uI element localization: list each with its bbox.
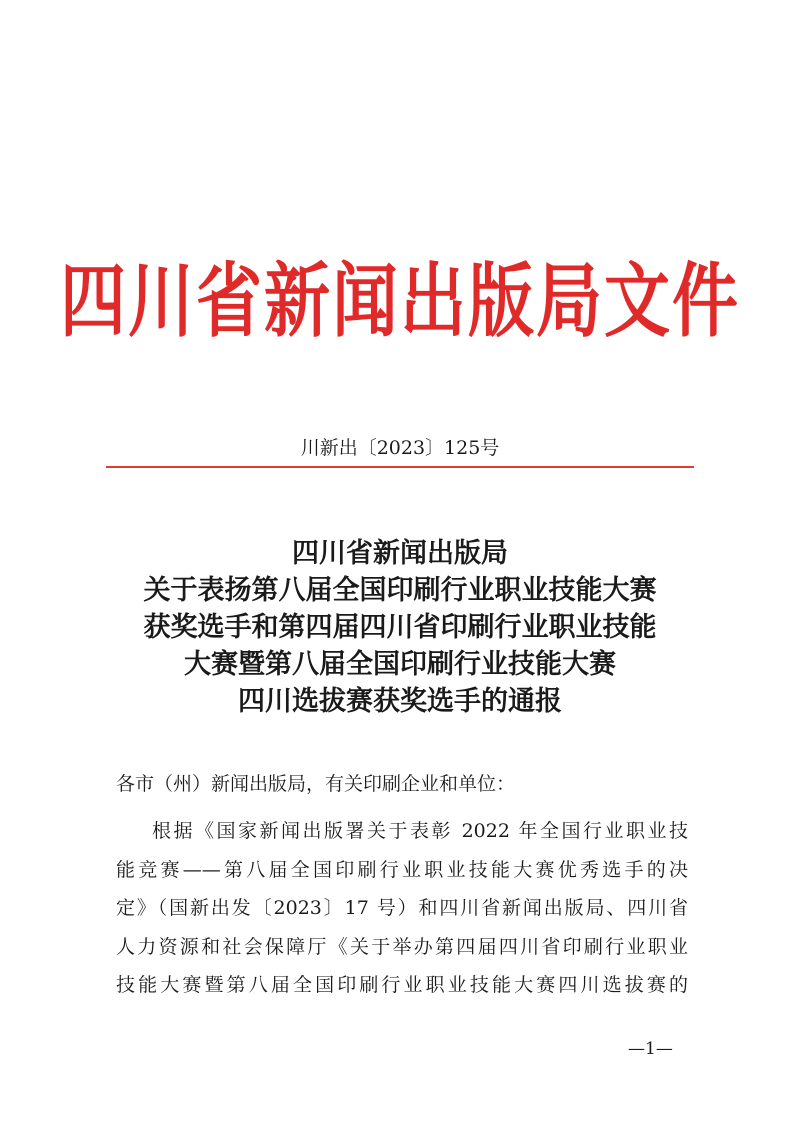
body-line: 人力资源和社会保障厅《关于举办第四届四川省印刷行业职业 (116, 935, 688, 958)
notice-title-line: 四川省新闻出版局 (292, 538, 508, 569)
notice-title-line: 获奖选手和第四届四川省印刷行业职业技能 (143, 612, 657, 643)
notice-title (0, 535, 800, 720)
body-line: 根据《国家新闻出版署关于表彰 2022 年全国行业职业技 (152, 820, 688, 842)
body-line: 定》（国新出发〔2023〕17 号）和四川省新闻出版局、四川省 (116, 897, 688, 920)
body-line: 技能大赛暨第八届全国印刷行业职业技能大赛四川选拔赛的 (116, 974, 688, 997)
notice-title-line: 四川选拔赛获奖选手的通报 (238, 686, 562, 717)
salutation: 各市（州）新闻出版局，有关印刷企业和单位： (116, 773, 516, 795)
body-paragraph (116, 812, 688, 1005)
notice-title-line: 大赛暨第八届全国印刷行业技能大赛 (184, 649, 616, 680)
document-number: 川新出〔2023〕125号 (300, 437, 500, 459)
body-line: 能竞赛——第八届全国印刷行业职业技能大赛优秀选手的决 (116, 858, 688, 881)
document-header-title: 四川省新闻出版局文件 (60, 254, 740, 349)
red-divider-line (106, 466, 694, 468)
page-number: —1— (628, 1039, 673, 1059)
notice-title-line: 关于表扬第八届全国印刷行业职业技能大赛 (143, 575, 657, 606)
